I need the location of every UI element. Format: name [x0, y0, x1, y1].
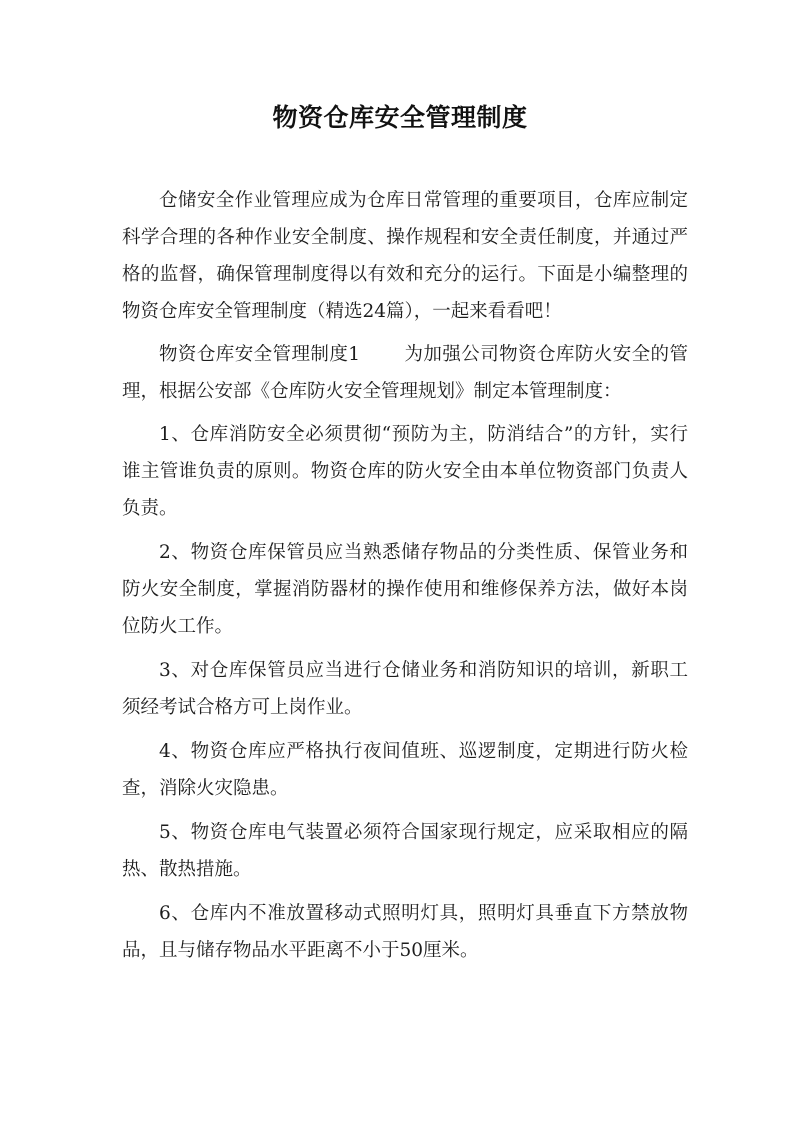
clause-item-1: 1、仓库消防安全必须贯彻“预防为主，防消结合”的方针，实行谁主管谁负责的原则。物资仓库的防火安全由本单位物资部门负责人负责。: [122, 424, 688, 519]
section-heading: 物资仓库安全管理制度1: [159, 344, 361, 365]
clause-item-6: 6、仓库内不准放置移动式照明灯具，照明灯具垂直下方禁放物品，且与储存物品水平距离不小于50厘米。: [122, 903, 688, 961]
clause-item-2: 2、物资仓库保管员应当熟悉储存物品的分类性质、保管业务和防火安全制度，掌握消防器材的操作使用和维修保养方法，做好本岗位防火工作。: [122, 542, 688, 637]
clause-item-5: 5、物资仓库电气装置必须符合国家现行规定，应采取相应的隔热、散热措施。: [122, 822, 688, 880]
section-lead: 为加强公司物资仓库防火安全的管理，根据公安部《仓库防火安全管理规划》制定本管理制度：: [122, 344, 688, 402]
section-paragraph: [122, 336, 688, 410]
intro-paragraph: 仓储安全作业管理应成为仓库日常管理的重要项目，仓库应制定科学合理的各种作业安全制度、操作规程和安全责任制度，并通过严格的监督，确保管理制度得以有效和充分的运行。下面是小编整理的物资仓库安全管理制度（精选24篇），一起来看看吧！: [122, 190, 688, 322]
document-title: 物资仓库安全管理制度: [272, 103, 528, 132]
document-body: [122, 182, 688, 976]
clause-item-3: 3、对仓库保管员应当进行仓储业务和消防知识的培训，新职工须经考试合格方可上岗作业。: [122, 660, 688, 718]
clause-item-4: 4、物资仓库应严格执行夜间值班、巡逻制度，定期进行防火检查，消除火灾隐患。: [122, 741, 688, 799]
